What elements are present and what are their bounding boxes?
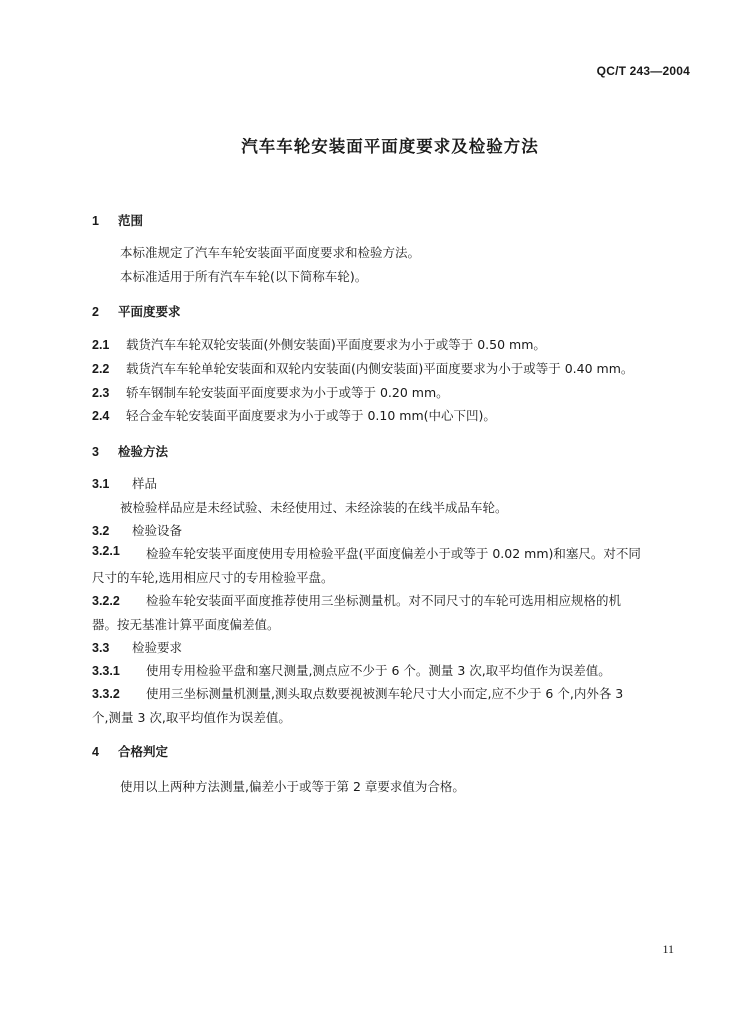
section-number: 3 — [92, 445, 99, 459]
clause-3-3 — [92, 638, 182, 656]
document-title: 汽车车轮安装面平面度要求及检验方法 — [241, 137, 539, 156]
clause-continuation: 尺寸的车轮,选用相应尺寸的专用检验平盘。 — [92, 570, 334, 585]
clause-text: 使用三坐标测量机测量,测头取点数要视被测车轮尺寸大小而定,应不少于 6 个,内外各 3 — [146, 686, 624, 701]
section-title: 平面度要求 — [118, 304, 181, 319]
clause-3-1 — [92, 474, 157, 492]
clause-continuation: 个,测量 3 次,取平均值作为误差值。 — [92, 710, 291, 725]
clause-text: 轻合金车轮安装面平面度要求为小于或等于 0.10 mm(中心下凹)。 — [126, 408, 496, 423]
clause-2-2 — [92, 359, 633, 377]
clause-text: 使用专用检验平盘和塞尺测量,测点应不少于 6 个。测量 3 次,取平均值作为误差值。 — [146, 663, 611, 678]
clause-number: 3.1 — [92, 477, 110, 491]
section-1-heading — [92, 211, 143, 229]
clause-text: 轿车钢制车轮安装面平面度要求为小于或等于 0.20 mm。 — [126, 385, 449, 400]
paragraph: 本标准规定了汽车车轮安装面平面度要求和检验方法。 — [120, 245, 421, 260]
clause-number: 2.2 — [92, 362, 110, 376]
clause-2-3 — [92, 383, 449, 401]
paragraph: 使用以上两种方法测量,偏差小于或等于第 2 章要求值为合格。 — [120, 779, 465, 794]
section-4-heading — [92, 742, 168, 760]
section-number: 4 — [92, 745, 99, 759]
clause-number: 3.3 — [92, 641, 110, 655]
clause-title: 检验设备 — [132, 523, 183, 538]
section-title: 检验方法 — [118, 444, 169, 459]
clause-number: 2.1 — [92, 338, 110, 352]
clause-number: 3.3.2 — [92, 687, 120, 701]
section-title: 范围 — [118, 213, 144, 228]
clause-line — [92, 544, 690, 562]
clause-number: 3.2.1 — [92, 544, 120, 558]
paragraph: 被检验样品应是未经试验、未经使用过、未经涂装的在线半成品车轮。 — [120, 500, 508, 515]
clause-content — [92, 544, 641, 562]
clause-3-3-2 — [92, 684, 623, 702]
clause-number: 2.3 — [92, 386, 110, 400]
clause-title: 检验要求 — [132, 640, 183, 655]
section-title: 合格判定 — [118, 744, 169, 759]
paragraph: 本标准适用于所有汽车车轮(以下简称车轮)。 — [120, 269, 368, 284]
clause-2-4 — [92, 406, 496, 424]
clause-continuation: 器。按无基准计算平面度偏差值。 — [92, 617, 280, 632]
clause-text: 检验车轮安装平面度使用专用检验平盘(平面度偏差小于或等于 0.02 mm)和塞尺。对不同 — [146, 546, 641, 561]
clause-2-1 — [92, 335, 546, 353]
section-number: 2 — [92, 305, 99, 319]
clause-number: 2.4 — [92, 409, 110, 423]
clause-title: 样品 — [132, 476, 158, 491]
clause-text: 载货汽车车轮单轮安装面和双轮内安装面(内侧安装面)平面度要求为小于或等于 0.40 mm。 — [126, 361, 634, 376]
clause-3-3-1 — [92, 661, 611, 679]
clause-text: 载货汽车车轮双轮安装面(外侧安装面)平面度要求为小于或等于 0.50 mm。 — [126, 337, 546, 352]
clause-number: 3.2 — [92, 524, 110, 538]
clause-number: 3.2.2 — [92, 594, 120, 608]
clause-text: 检验车轮安装面平面度推荐使用三坐标测量机。对不同尺寸的车轮可选用相应规格的机 — [146, 593, 622, 608]
clause-3-2 — [92, 521, 182, 539]
section-3-heading — [92, 442, 168, 460]
standard-code: QC/T 243—2004 — [596, 64, 690, 78]
page-number: 11 — [662, 942, 674, 956]
section-2-heading — [92, 302, 181, 320]
clause-3-2-1 — [92, 544, 690, 562]
clause-3-2-2 — [92, 591, 621, 609]
clause-number: 3.3.1 — [92, 664, 120, 678]
section-number: 1 — [92, 214, 99, 228]
